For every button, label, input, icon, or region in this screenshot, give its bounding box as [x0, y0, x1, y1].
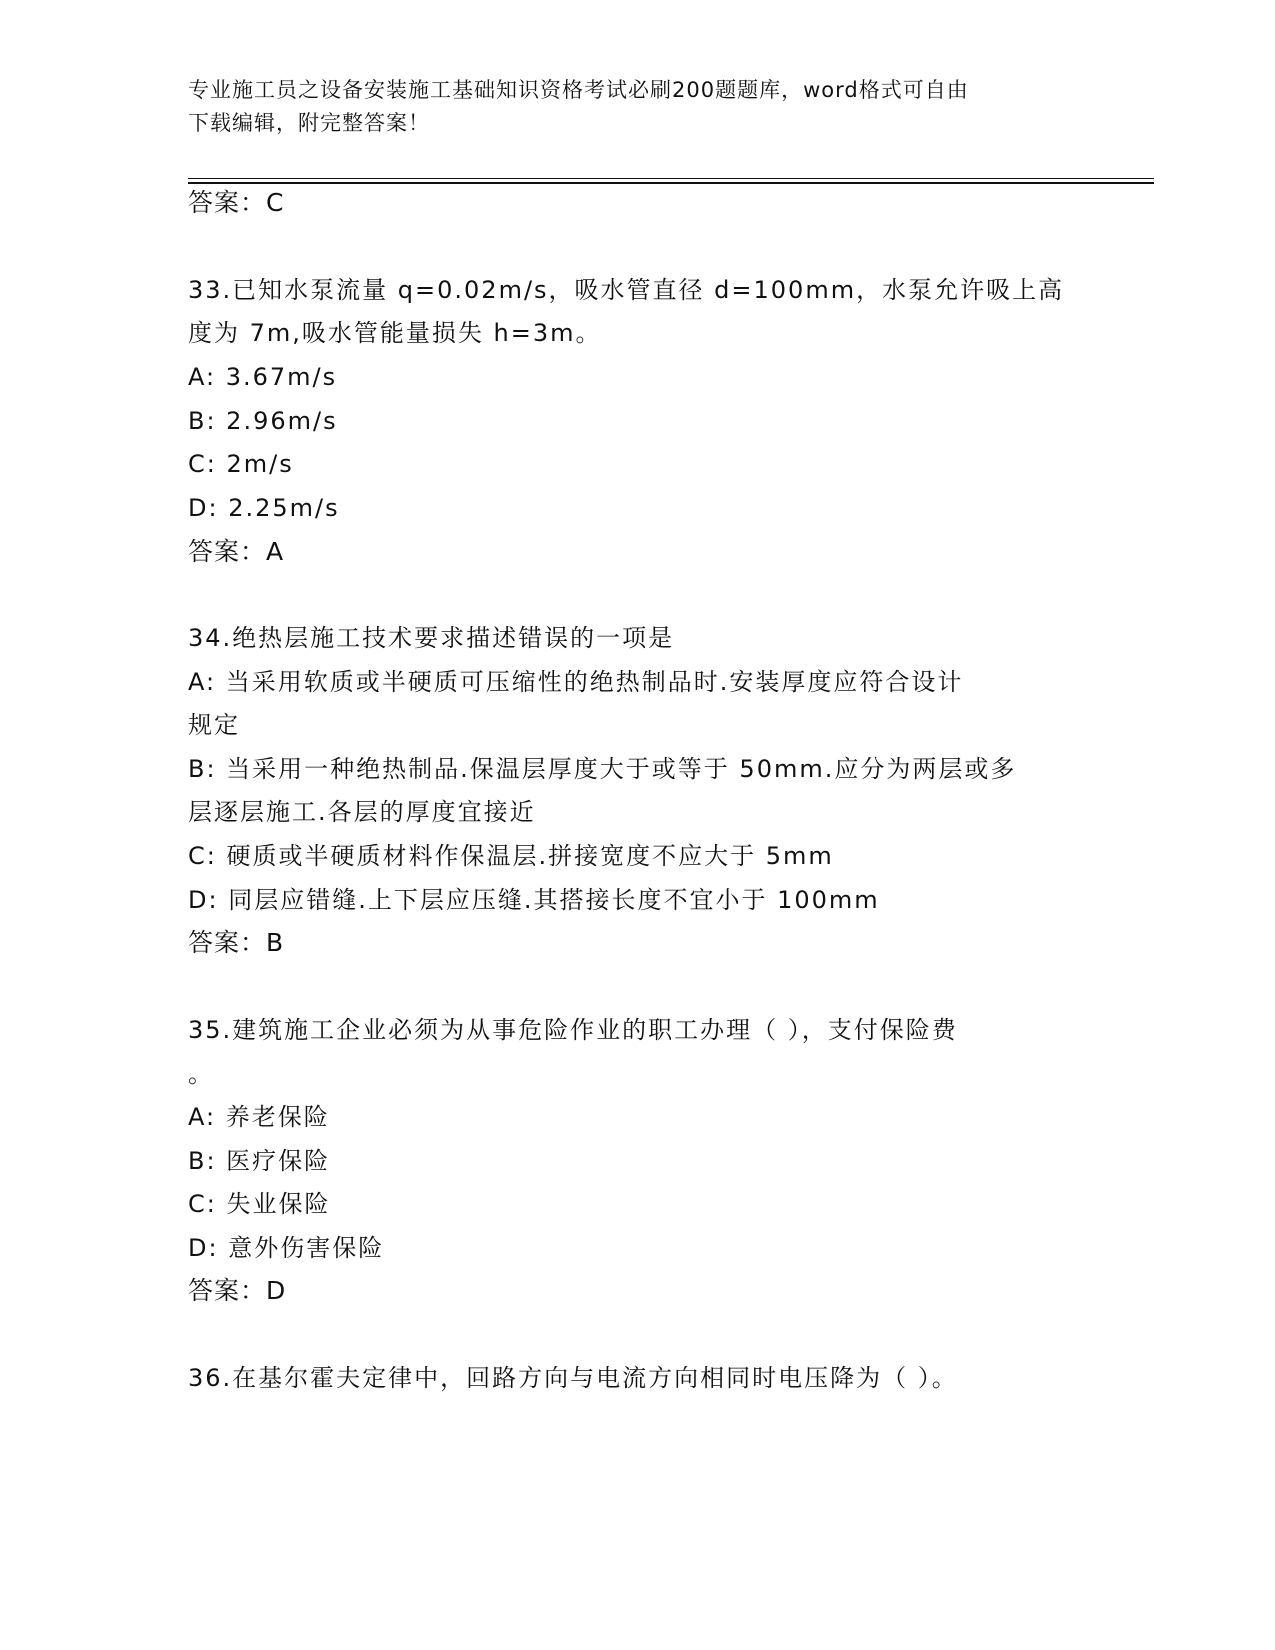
- question-35-line-2: 。: [188, 1060, 214, 1088]
- question-33-option-b: B: 2.96m/s: [188, 407, 338, 435]
- question-33-line-2: 度为 7m,吸水管能量损失 h=3m。: [188, 319, 602, 347]
- question-33-option-d: D: 2.25m/s: [188, 494, 340, 522]
- question-34-option-a: A: 当采用软质或半硬质可压缩性的绝热制品时.安装厚度应符合设计: [188, 668, 964, 696]
- question-33-line-1: 33.已知水泵流量 q=0.02m/s，吸水管直径 d=100mm，水泵允许吸上高: [188, 276, 1065, 304]
- question-34-option-a-cont: 规定: [188, 711, 240, 739]
- question-33-option-c: C: 2m/s: [188, 450, 294, 478]
- question-35-option-a: A: 养老保险: [188, 1103, 330, 1131]
- question-36-line-1: 36.在基尔霍夫定律中，回路方向与电流方向相同时电压降为（ ）。: [188, 1364, 958, 1392]
- question-33-option-a: A: 3.67m/s: [188, 363, 338, 391]
- answer-32: 答案：C: [188, 188, 285, 217]
- question-34-option-c: C: 硬质或半硬质材料作保温层.拼接宽度不应大于 5mm: [188, 842, 834, 870]
- header-rule-thin: [188, 178, 1154, 179]
- question-34-option-b: B: 当采用一种绝热制品.保温层厚度大于或等于 50mm.应分为两层或多: [188, 755, 1017, 783]
- answer-33: 答案：A: [188, 537, 285, 566]
- question-35-option-c: C: 失业保险: [188, 1190, 331, 1218]
- answer-34: 答案：B: [188, 928, 285, 957]
- header-line-1: 专业施工员之设备安装施工基础知识资格考试必刷200题题库，word格式可自由: [188, 78, 969, 102]
- header-line-2: 下载编辑，附完整答案！: [188, 111, 430, 135]
- page-header: [188, 74, 1068, 140]
- question-35-option-d: D: 意外伤害保险: [188, 1234, 385, 1262]
- header-rule-thick: [188, 182, 1154, 184]
- question-35-line-1: 35.建筑施工企业必须为从事危险作业的职工办理（ ），支付保险费: [188, 1016, 958, 1044]
- question-34-line-1: 34.绝热层施工技术要求描述错误的一项是: [188, 624, 675, 652]
- answer-35: 答案：D: [188, 1276, 287, 1305]
- question-35-option-b: B: 医疗保险: [188, 1147, 331, 1175]
- question-34-option-d: D: 同层应错缝.上下层应压缝.其搭接长度不宜小于 100mm: [188, 886, 880, 914]
- question-34-option-b-cont: 层逐层施工.各层的厚度宜接近: [188, 798, 536, 826]
